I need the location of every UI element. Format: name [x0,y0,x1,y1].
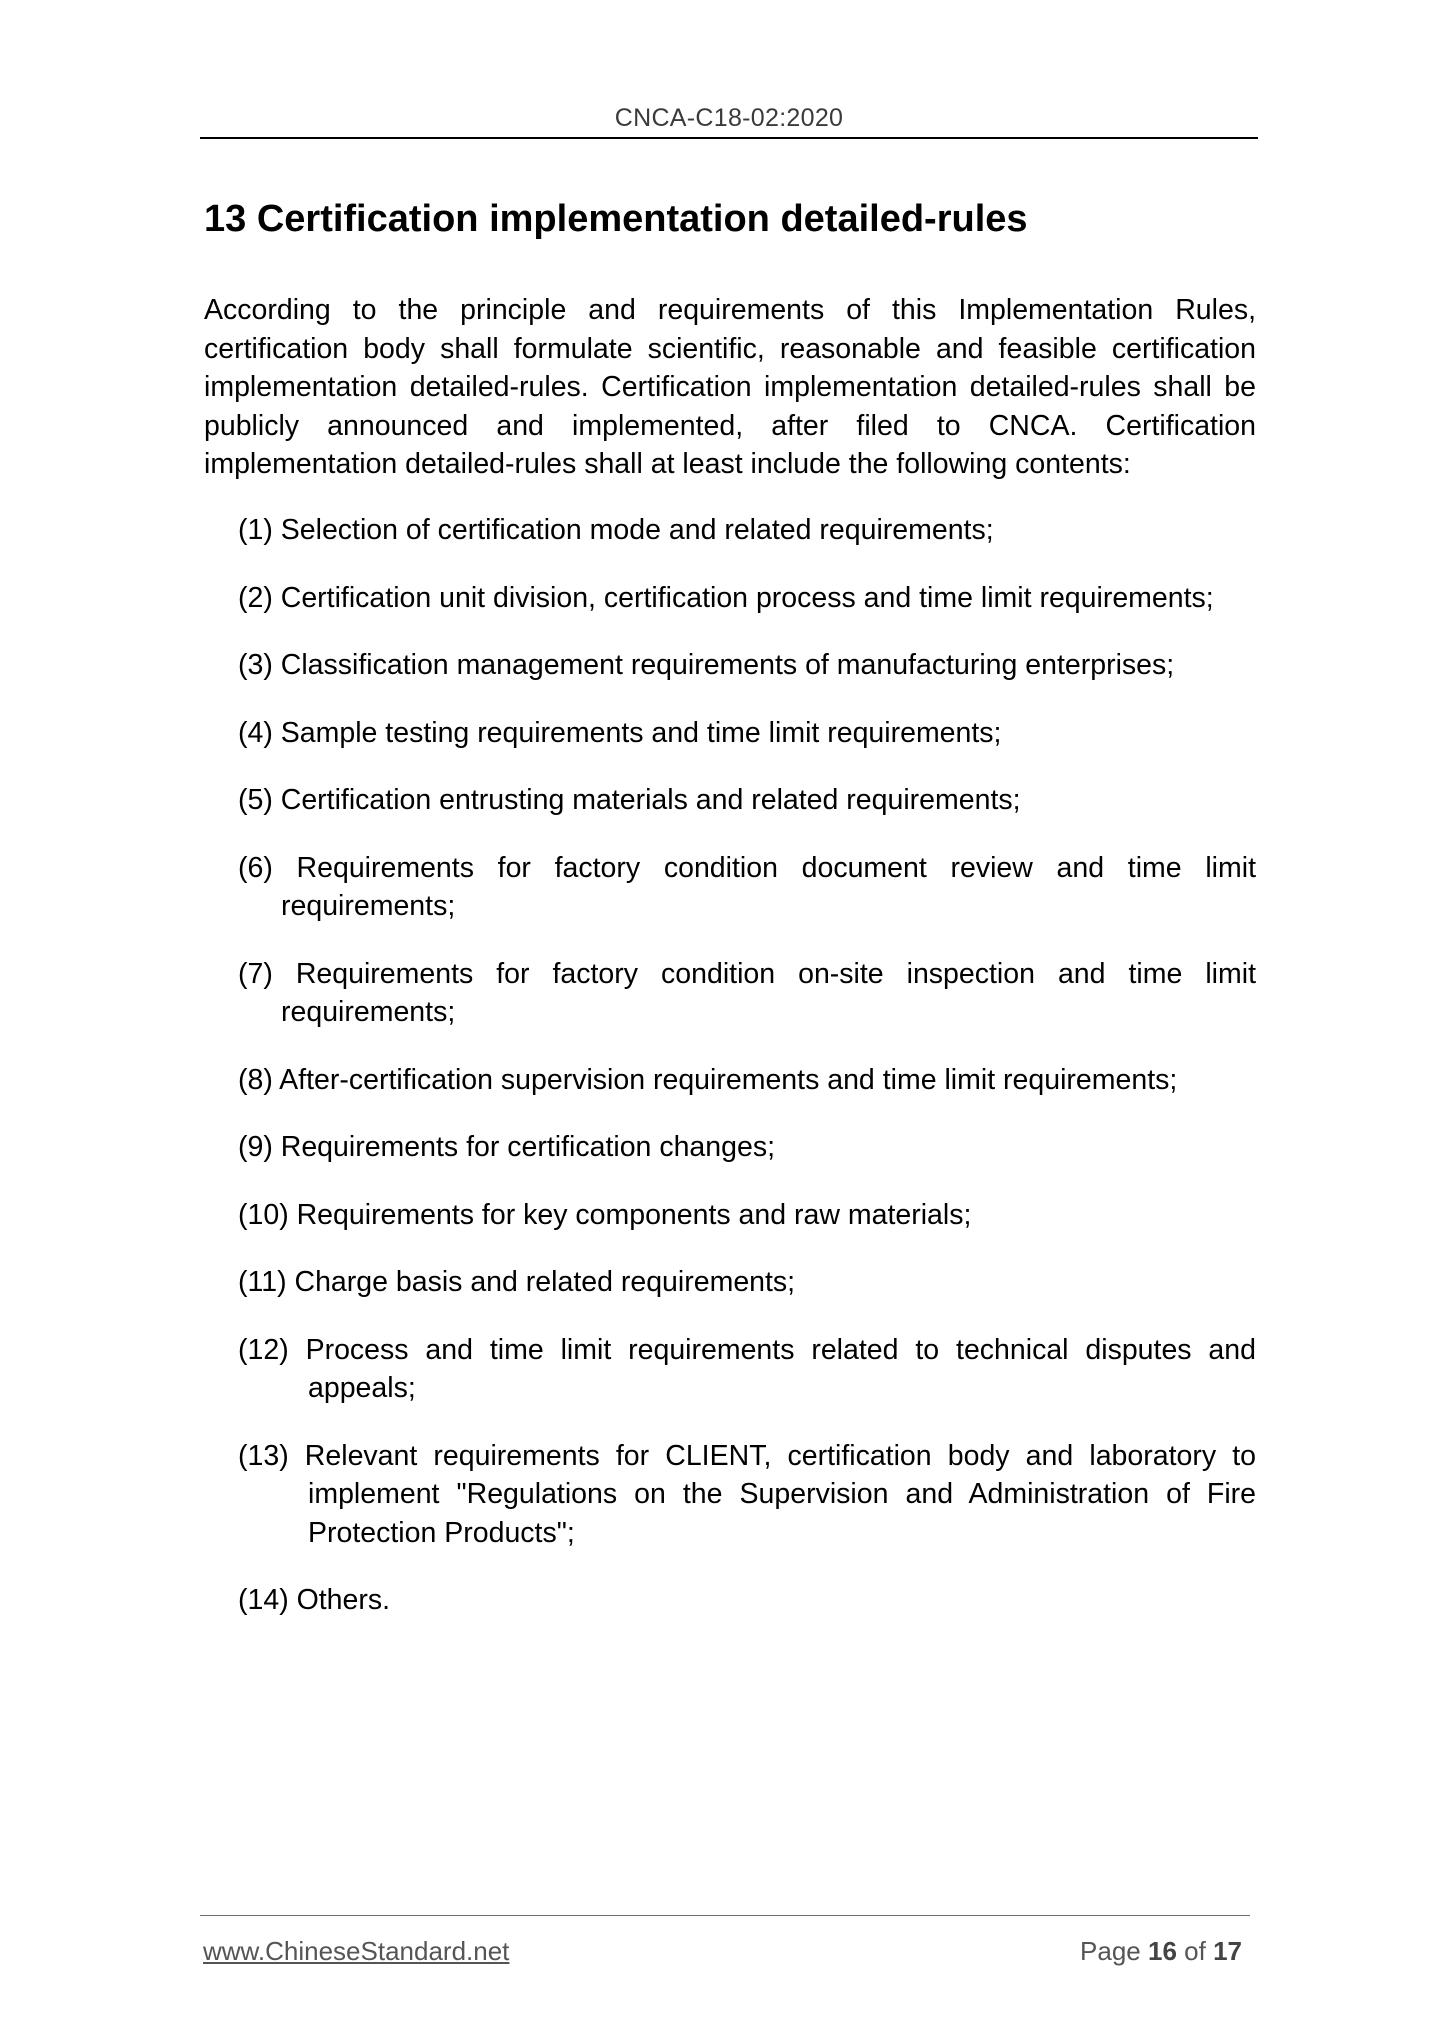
section-heading: 13 Certification implementation detailed-rules [204,198,1028,240]
list-item: (1) Selection of certification mode and related requirements; [238,514,994,546]
intro-paragraph: According to the principle and requirements of this Implementation Rules, certification body shall formulate scientific, reasonable and feasible certification implementation detailed-rules. Certification implementation detailed-rules shall be publicly announced and implemented, after filed to CNCA. Certification implementation detailed-rules shall at least include the following contents: [204,294,1256,480]
of-label: of [1184,1936,1206,1966]
list-item: (11) Charge basis and related requirements; [238,1266,796,1298]
requirements-list [238,511,1256,1649]
list-item: (7) Requirements for factory condition on-site inspection and time limit requirements; [238,957,1256,1028]
list-item: (10) Requirements for key components and raw materials; [238,1198,972,1231]
total-pages-number: 17 [1213,1936,1242,1966]
list-item: (14) Others. [238,1584,391,1616]
list-item: (3) Classification management requirements of manufacturing enterprises; [238,649,1175,681]
document-code-header: CNCA-C18-02:2020 [614,104,844,132]
list-item: (4) Sample testing requirements and time limit requirements; [238,716,1002,749]
list-item: (8) After-certification supervision requirements and time limit requirements; [238,1063,1178,1096]
list-item: (9) Requirements for certification changes; [238,1131,775,1163]
list-item: (6) Requirements for factory condition document review and time limit requirements; [238,851,1256,922]
header-divider [200,137,1258,139]
current-page-number: 16 [1148,1936,1177,1966]
page-label: Page [1080,1936,1141,1966]
list-item: (2) Certification unit division, certification process and time limit requirements; [238,581,1214,614]
list-item: (12) Process and time limit requirements related to technical disputes and appeals; [238,1333,1256,1404]
list-item: (5) Certification entrusting materials and related requirements; [238,784,1021,816]
website-link[interactable]: www.ChineseStandard.net [203,1936,510,1966]
page-number [1080,1936,1242,1967]
list-item: (13) Relevant requirements for CLIENT, certification body and laboratory to implement "Regulations on the Supervision and Administration of Fire Protection Products"; [238,1439,1256,1549]
footer-divider [200,1915,1250,1916]
